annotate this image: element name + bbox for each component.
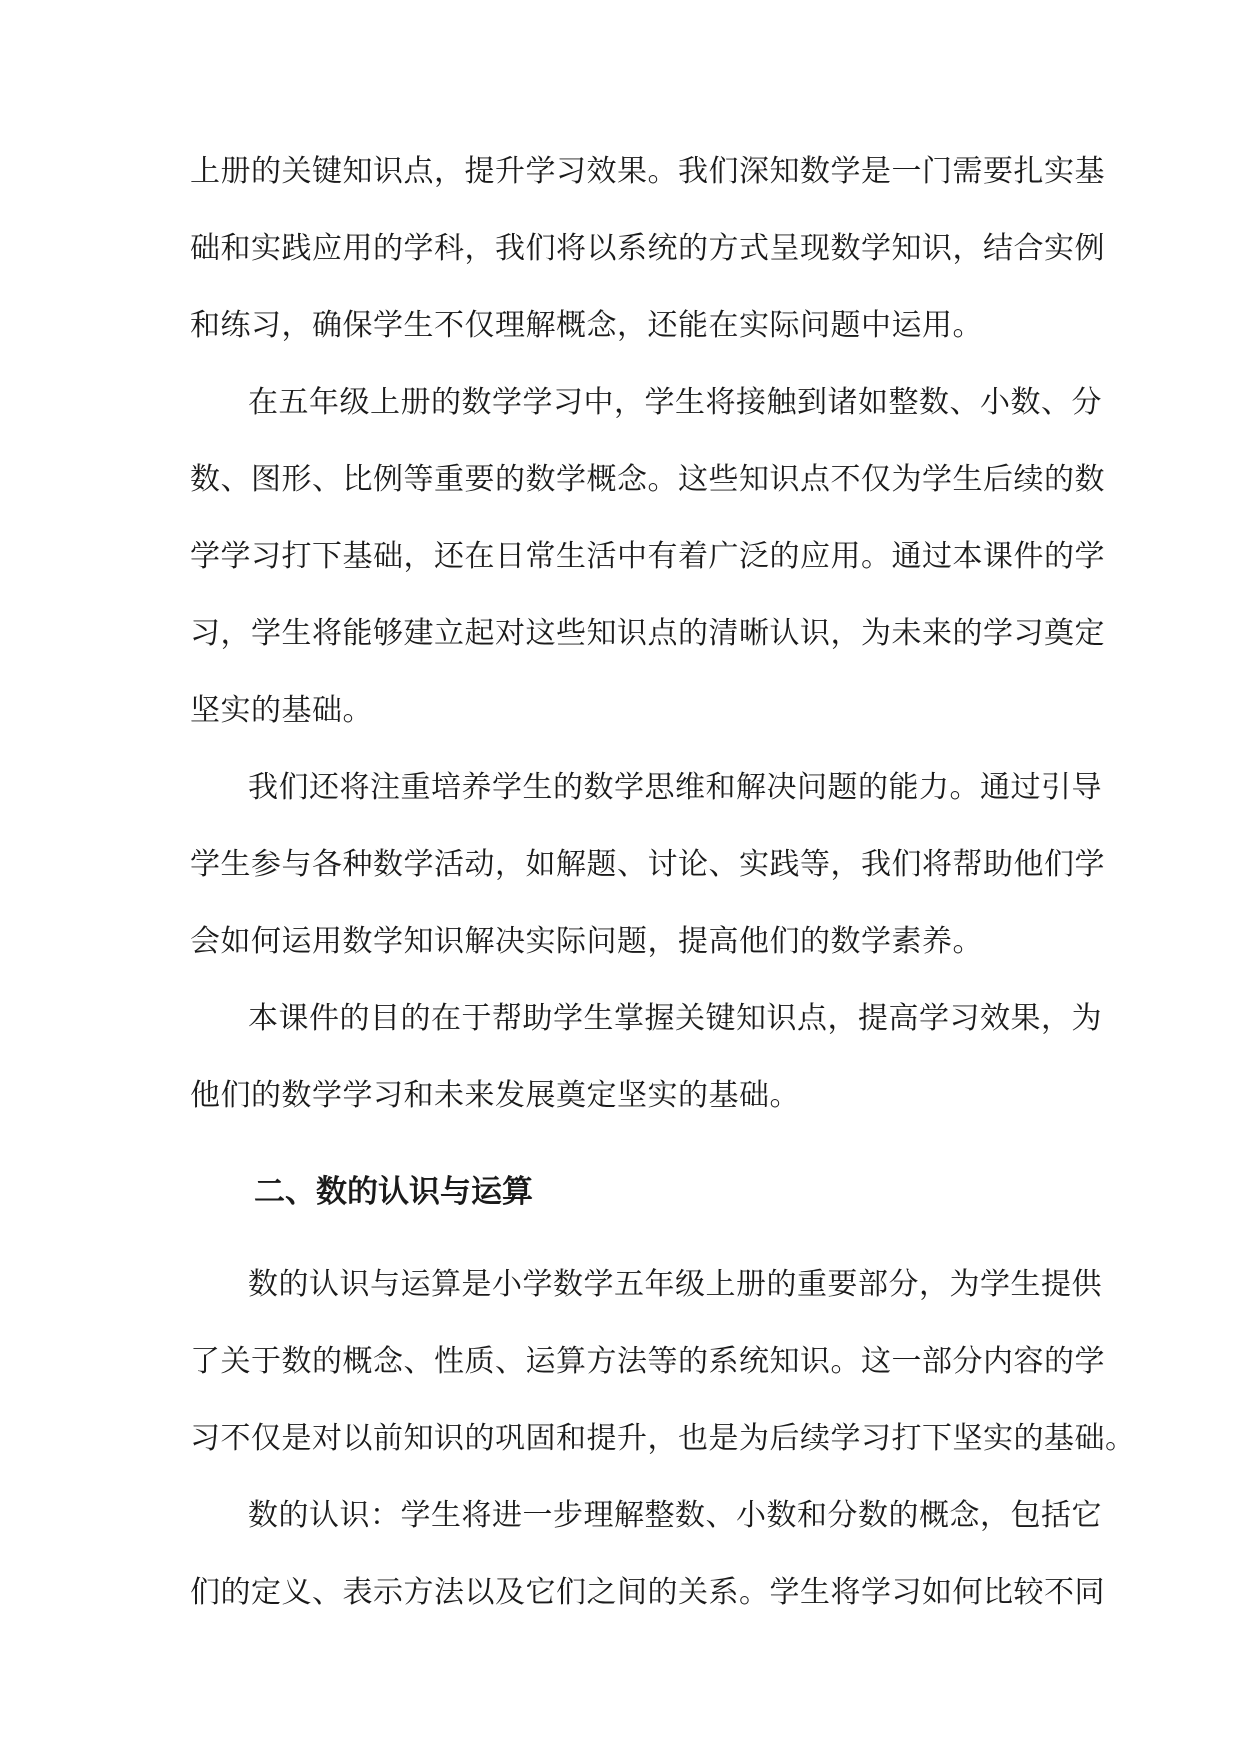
text-line: 会如何运用数学知识解决实际问题，提高他们的数学素养。: [190, 924, 983, 959]
text-line: 了关于数的概念、性质、运算方法等的系统知识。这一部分内容的学: [190, 1344, 1105, 1379]
text-line: 坚实的基础。: [190, 693, 373, 728]
text-line: 他们的数学学习和未来发展奠定坚实的基础。: [190, 1078, 800, 1113]
text-line: 础和实践应用的学科，我们将以系统的方式呈现数学知识，结合实例: [190, 231, 1105, 266]
text-line: 数的认识与运算是小学数学五年级上册的重要部分，为学生提供: [248, 1267, 1102, 1302]
text-line: 数、图形、比例等重要的数学概念。这些知识点不仅为学生后续的数: [190, 462, 1105, 497]
text-line: 学学习打下基础，还在日常生活中有着广泛的应用。通过本课件的学: [190, 539, 1105, 574]
text-line: 习，学生将能够建立起对这些知识点的清晰认识，为未来的学习奠定: [190, 616, 1105, 651]
text-line: 们的定义、表示方法以及它们之间的关系。学生将学习如何比较不同: [190, 1575, 1105, 1610]
text-line: 本课件的目的在于帮助学生掌握关键知识点，提高学习效果，为: [248, 1001, 1102, 1036]
section-heading: 二、数的认识与运算: [254, 1174, 533, 1210]
text-line: 在五年级上册的数学学习中，学生将接触到诸如整数、小数、分: [248, 385, 1102, 420]
text-line: 学生参与各种数学活动，如解题、讨论、实践等，我们将帮助他们学: [190, 847, 1105, 882]
text-line: 数的认识：学生将进一步理解整数、小数和分数的概念，包括它: [248, 1498, 1102, 1533]
text-line: 和练习，确保学生不仅理解概念，还能在实际问题中运用。: [190, 308, 983, 343]
text-line: 我们还将注重培养学生的数学思维和解决问题的能力。通过引导: [248, 770, 1102, 805]
text-line: 习不仅是对以前知识的巩固和提升，也是为后续学习打下坚实的基础。: [190, 1421, 1136, 1456]
text-line: 上册的关键知识点，提升学习效果。我们深知数学是一门需要扎实基: [190, 154, 1105, 189]
